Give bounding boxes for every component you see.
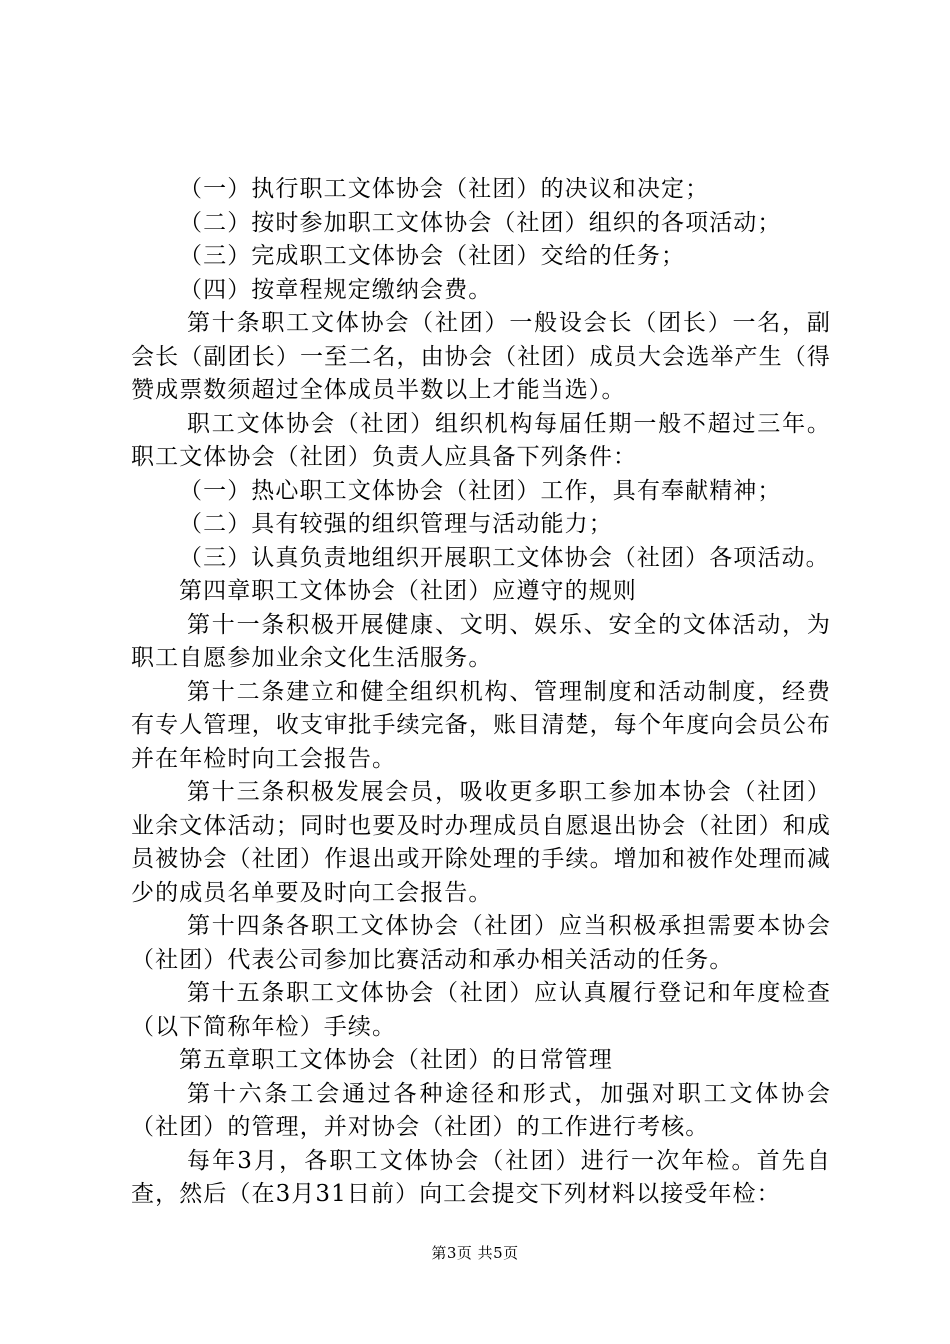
paragraph-annual-inspection: 每年3月，各职工文体协会（社团）进行一次年检。首先自查，然后（在3月31日前）向工会提交下列材料以接受年检： <box>131 1147 831 1207</box>
paragraph-article-10: 第十条职工文体协会（社团）一般设会长（团长）一名，副会长（副团长）一至二名，由协会（社团）成员大会选举产生（得赞成票数须超过全体成员半数以上才能当选）。 <box>131 310 831 403</box>
paragraph-condition-1: （一）热心职工文体协会（社团）工作，具有奉献精神； <box>179 477 782 504</box>
page-footer <box>0 1242 950 1263</box>
paragraph-article-13: 第十三条积极发展会员，吸收更多职工参加本协会（社团）业余文体活动；同时也要及时办理成员自愿退出协会（社团）和成员被协会（社团）作退出或开除处理的手续。增加和被作处理而减少的成员名单要及时向工会报告。 <box>131 779 831 906</box>
paragraph-duty-3: （三）完成职工文体协会（社团）交给的任务； <box>179 243 686 269</box>
paragraph-article-14: 第十四条各职工文体协会（社团）应当积极承担需要本协会（社团）代表公司参加比赛活动和承办相关活动的任务。 <box>131 913 831 973</box>
paragraph-article-11: 第十一条积极开展健康、文明、娱乐、安全的文体活动，为职工自愿参加业余文化生活服务。 <box>131 611 831 671</box>
paragraph-article-16: 第十六条工会通过各种途径和形式，加强对职工文体协会（社团）的管理，并对协会（社团）的工作进行考核。 <box>131 1080 831 1140</box>
paragraph-article-15: 第十五条职工文体协会（社团）应认真履行登记和年度检查（以下简称年检）手续。 <box>131 980 831 1040</box>
paragraph-duty-2: （二）按时参加职工文体协会（社团）组织的各项活动； <box>179 209 782 236</box>
document-body <box>131 173 831 1212</box>
paragraph-term-of-office: 职工文体协会（社团）组织机构每届任期一般不超过三年。职工文体协会（社团）负责人应具备下列条件： <box>131 410 831 470</box>
paragraph-duty-4: （四）按章程规定缴纳会费。 <box>179 276 493 303</box>
paragraph-condition-2: （二）具有较强的组织管理与活动能力； <box>179 511 613 537</box>
paragraph-duty-1: （一）执行职工文体协会（社团）的决议和决定； <box>179 176 710 202</box>
chapter-4-heading: 第四章职工文体协会（社团）应遵守的规则 <box>179 578 637 604</box>
page-number-label: 第3页 共5页 <box>431 1244 519 1262</box>
paragraph-condition-3: （三）认真负责地组织开展职工文体协会（社团）各项活动。 <box>179 544 830 571</box>
paragraph-article-12: 第十二条建立和健全组织机构、管理制度和活动制度，经费有专人管理，收支审批手续完备，账目清楚，每个年度向会员公布并在年检时向工会报告。 <box>131 678 831 772</box>
chapter-5-heading: 第五章职工文体协会（社团）的日常管理 <box>179 1047 613 1073</box>
